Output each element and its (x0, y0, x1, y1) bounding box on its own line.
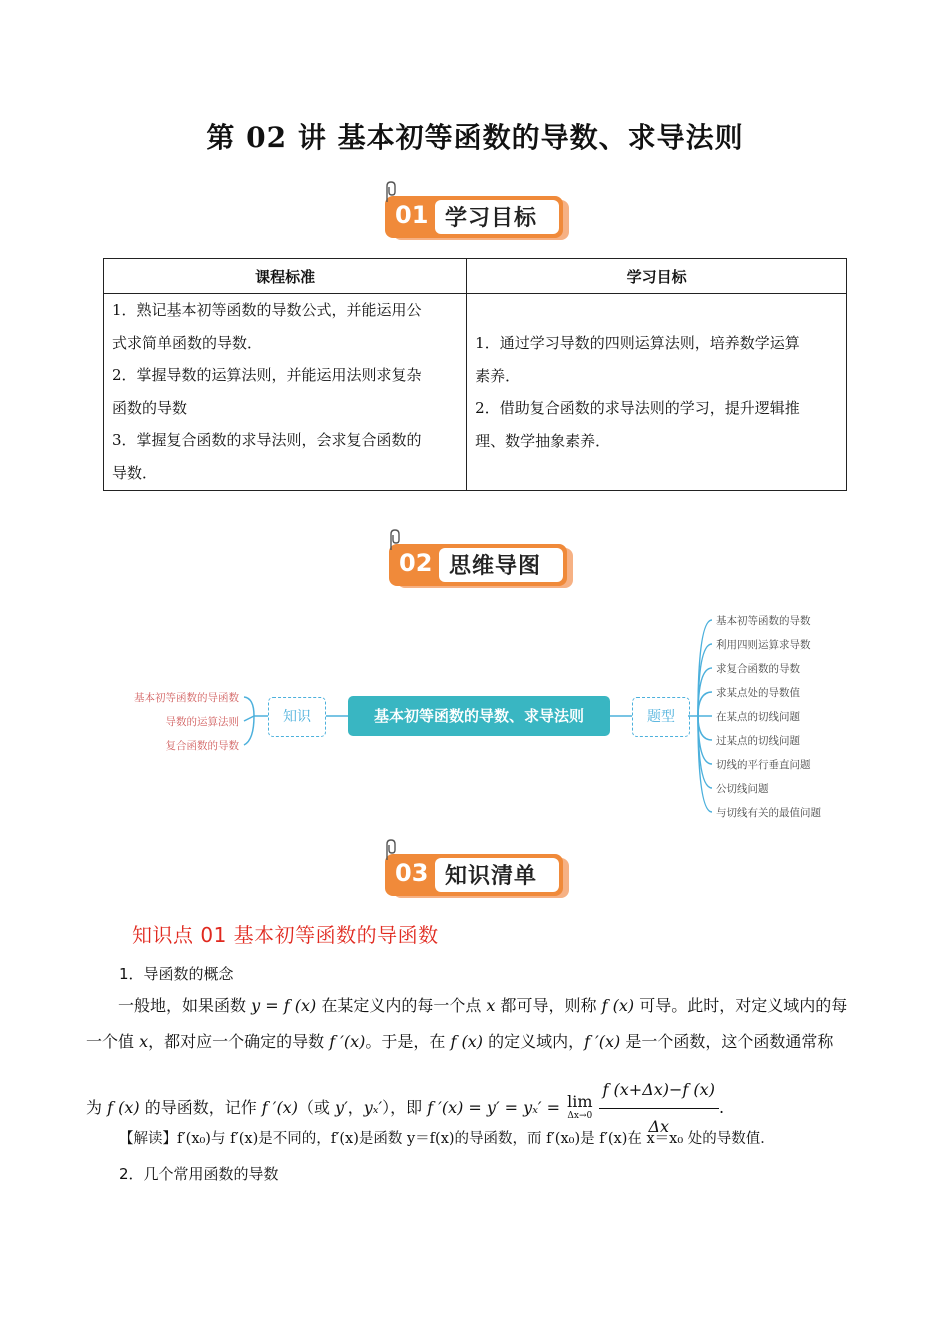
mindmap-right-item: 利用四则运算求导数 (716, 639, 811, 651)
section-badge-checklist (385, 840, 575, 900)
mindmap-node-types: 题型 (632, 697, 690, 737)
text-line: 2．掌握导数的运算法则，并能运用法则求复杂 (112, 366, 422, 384)
paragraph-line: 为 f (x) 的导函数，记作 f ′(x)（或 y′，yₓ′），即 f ′(x) = y′ = yₓ′ = lim Δx→0 $\frac{f (x+\Delta x)-f (x)}{\Delta x}$ . (86, 1072, 866, 1145)
mindmap-right-item: 公切线问题 (716, 783, 769, 795)
section-label: 知识清单 (445, 864, 538, 889)
subheading-derivative-concept: 1．导函数的概念 (119, 965, 234, 983)
definition-paragraph (86, 988, 866, 1145)
paragraph-line: 一个值 x，都对应一个确定的导数 f ′(x)。于是，在 f (x) 的定义域内，f ′(x) 是一个函数，这个函数通常称 (86, 1032, 834, 1051)
section-label: 思维导图 (449, 554, 542, 579)
section-number: 03 (395, 859, 429, 887)
mindmap-right-item: 求复合函数的导数 (716, 663, 800, 675)
text-line: 1．通过学习导数的四则运算法则，培养数学运算 (475, 334, 800, 352)
page-title: 第 02 讲 基本初等函数的导数、求导法则 (206, 121, 744, 154)
text-line: 3．掌握复合函数的求导法则，会求复合函数的 (112, 431, 422, 449)
difference-quotient: $\frac{f (x+\Delta x)-f (x)}{\Delta x}$ (599, 1072, 719, 1145)
text-line: 理、数学抽象素养． (475, 431, 611, 450)
mindmap-left-item: 基本初等函数的导函数 (134, 692, 239, 704)
mindmap-right-item: 求某点处的导数值 (716, 687, 800, 699)
section-number: 02 (399, 549, 433, 577)
section-label: 学习目标 (445, 206, 538, 231)
mindmap-node-knowledge: 知识 (268, 697, 326, 737)
section-number: 01 (395, 201, 429, 229)
text-line: 式求简单函数的导数． (112, 333, 263, 352)
mindmap-left-item: 导数的运算法则 (165, 716, 239, 728)
text-line: 导数． (112, 463, 158, 482)
mindmap-right-item: 在某点的切线问题 (716, 711, 800, 723)
text-line: 2．借助复合函数的求导法则的学习，提升逻辑推 (475, 399, 800, 417)
table-header-standard: 课程标准 (104, 259, 467, 294)
subheading-common-derivatives: 2．几个常用函数的导数 (119, 1165, 279, 1183)
limit-operator: lim Δx→0 (567, 1091, 593, 1121)
mindmap-left-item: 复合函数的导数 (165, 740, 239, 752)
mindmap-right-item: 切线的平行垂直问题 (716, 759, 811, 771)
knowledge-point-title: 知识点 01 基本初等函数的导函数 (132, 923, 439, 947)
mindmap-right-item: 基本初等函数的导数 (716, 615, 811, 627)
mindmap-right-item: 与切线有关的最值问题 (716, 807, 821, 819)
paragraph-line: 一般地，如果函数 y = f (x) 在某定义内的每一个点 x 都可导，则称 f (x) 可导。此时，对定义域内的每 (118, 996, 848, 1015)
mindmap-right-item: 过某点的切线问题 (716, 735, 800, 747)
interpretation-note: 【解读】f′(x₀)与 f′(x)是不同的，f′(x)是函数 y＝f(x)的导函数，而 f′(x₀)是 f′(x)在 x＝x₀ 处的导数值． (119, 1131, 775, 1147)
text-line: 1．熟记基本初等函数的导数公式，并能运用公 (112, 301, 422, 319)
table-header-goals: 学习目标 (467, 259, 847, 294)
text-line: 素养． (475, 366, 521, 385)
mindmap-center-node: 基本初等函数的导数、求导法则 (348, 696, 610, 736)
text-line: 函数的导数 (112, 398, 188, 417)
